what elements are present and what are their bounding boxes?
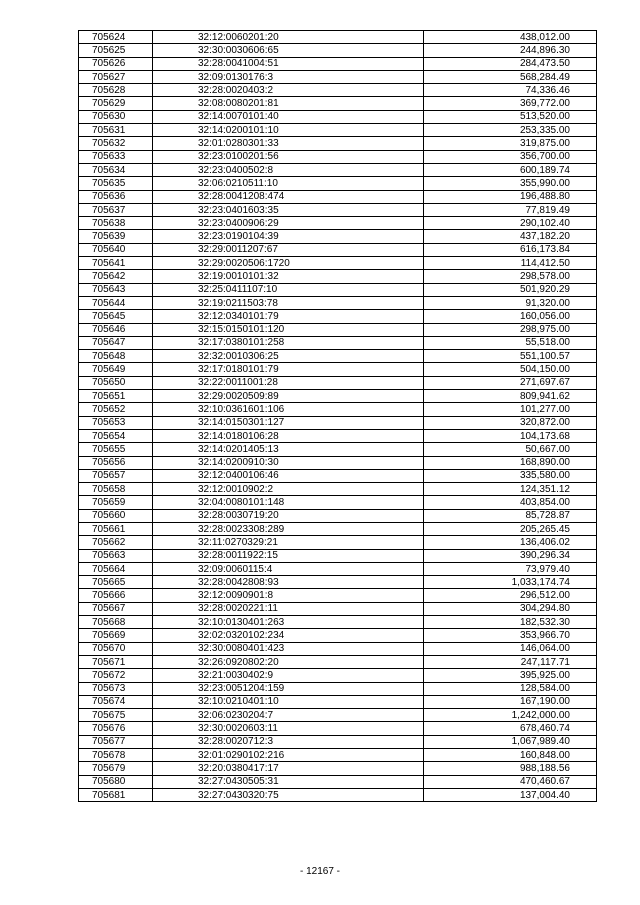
record-id-cell: 705668 (79, 616, 153, 629)
record-id-cell: 705666 (79, 589, 153, 602)
table-row (79, 363, 597, 376)
cadastral-number-cell: 32:12:0090901:8 (153, 589, 424, 602)
table-row (79, 509, 597, 522)
amount-cell: 55,518.00 (424, 336, 597, 349)
table-row (79, 124, 597, 137)
amount-cell: 390,296.34 (424, 549, 597, 562)
record-id-cell: 705643 (79, 283, 153, 296)
table-row (79, 177, 597, 190)
table-row (79, 44, 597, 57)
table-row (79, 376, 597, 389)
amount-cell: 551,100.57 (424, 350, 597, 363)
table-row (79, 57, 597, 70)
cadastral-number-cell: 32:22:0011001:28 (153, 376, 424, 389)
record-id-cell: 705671 (79, 655, 153, 668)
record-id-cell: 705644 (79, 296, 153, 309)
record-id-cell: 705659 (79, 496, 153, 509)
record-id-cell: 705642 (79, 270, 153, 283)
table-row (79, 70, 597, 83)
cadastral-number-cell: 32:01:0290102:216 (153, 749, 424, 762)
record-id-cell: 705660 (79, 509, 153, 522)
record-id-cell: 705648 (79, 350, 153, 363)
table-row (79, 163, 597, 176)
table-row (79, 682, 597, 695)
cadastral-number-cell: 32:27:0430320:75 (153, 788, 424, 801)
table-row (79, 110, 597, 123)
cadastral-number-cell: 32:30:0030606:65 (153, 44, 424, 57)
cadastral-number-cell: 32:23:0400906:29 (153, 217, 424, 230)
cadastral-number-cell: 32:12:0060201:20 (153, 31, 424, 44)
record-id-cell: 705661 (79, 522, 153, 535)
table-row (79, 669, 597, 682)
table-row (79, 602, 597, 615)
record-id-cell: 705652 (79, 403, 153, 416)
amount-cell: 513,520.00 (424, 110, 597, 123)
amount-cell: 298,975.00 (424, 323, 597, 336)
table-row (79, 469, 597, 482)
amount-cell: 74,336.46 (424, 84, 597, 97)
cadastral-number-cell: 32:14:0200101:10 (153, 124, 424, 137)
cadastral-number-cell: 32:28:0041208:474 (153, 190, 424, 203)
amount-cell: 319,875.00 (424, 137, 597, 150)
table-row (79, 562, 597, 575)
cadastral-number-cell: 32:23:0190104:39 (153, 230, 424, 243)
amount-cell: 253,335.00 (424, 124, 597, 137)
record-id-cell: 705665 (79, 576, 153, 589)
table-row (79, 536, 597, 549)
amount-cell: 501,920.29 (424, 283, 597, 296)
record-id-cell: 705649 (79, 363, 153, 376)
cadastral-number-cell: 32:23:0051204:159 (153, 682, 424, 695)
cadastral-number-cell: 32:26:0920802:20 (153, 655, 424, 668)
table-row (79, 203, 597, 216)
amount-cell: 369,772.00 (424, 97, 597, 110)
record-id-cell: 705636 (79, 190, 153, 203)
record-id-cell: 705677 (79, 735, 153, 748)
cadastral-number-cell: 32:10:0130401:263 (153, 616, 424, 629)
cadastral-number-cell: 32:28:0030719:20 (153, 509, 424, 522)
cadastral-number-cell: 32:17:0380101:258 (153, 336, 424, 349)
cadastral-number-cell: 32:30:0080401:423 (153, 642, 424, 655)
amount-cell: 1,033,174.74 (424, 576, 597, 589)
cadastral-number-cell: 32:28:0023308:289 (153, 522, 424, 535)
table-row (79, 310, 597, 323)
table-row (79, 350, 597, 363)
table-row (79, 137, 597, 150)
amount-cell: 568,284.49 (424, 70, 597, 83)
amount-cell: 244,896.30 (424, 44, 597, 57)
record-id-cell: 705669 (79, 629, 153, 642)
record-id-cell: 705656 (79, 456, 153, 469)
cadastral-number-cell: 32:23:0100201:56 (153, 150, 424, 163)
record-id-cell: 705639 (79, 230, 153, 243)
amount-cell: 438,012.00 (424, 31, 597, 44)
record-id-cell: 705626 (79, 57, 153, 70)
amount-cell: 470,460.67 (424, 775, 597, 788)
record-id-cell: 705627 (79, 70, 153, 83)
table-row (79, 762, 597, 775)
cadastral-number-cell: 32:20:0380417:17 (153, 762, 424, 775)
amount-cell: 146,064.00 (424, 642, 597, 655)
table-row (79, 456, 597, 469)
table-row (79, 749, 597, 762)
table-row (79, 429, 597, 442)
table-row (79, 722, 597, 735)
record-id-cell: 705673 (79, 682, 153, 695)
record-id-cell: 705672 (79, 669, 153, 682)
cadastral-number-cell: 32:10:0361601:106 (153, 403, 424, 416)
cadastral-number-cell: 32:19:0010101:32 (153, 270, 424, 283)
table-row (79, 549, 597, 562)
table-row (79, 217, 597, 230)
amount-cell: 137,004.40 (424, 788, 597, 801)
record-id-cell: 705655 (79, 443, 153, 456)
amount-cell: 356,700.00 (424, 150, 597, 163)
cadastral-number-cell: 32:11:0270329:21 (153, 536, 424, 549)
record-id-cell: 705651 (79, 390, 153, 403)
record-id-cell: 705638 (79, 217, 153, 230)
record-id-cell: 705630 (79, 110, 153, 123)
cadastral-number-cell: 32:12:0400106:46 (153, 469, 424, 482)
record-id-cell: 705640 (79, 243, 153, 256)
amount-cell: 114,412.50 (424, 257, 597, 270)
table-row (79, 735, 597, 748)
table-row (79, 775, 597, 788)
record-id-cell: 705645 (79, 310, 153, 323)
record-id-cell: 705653 (79, 416, 153, 429)
record-id-cell: 705670 (79, 642, 153, 655)
amount-cell: 205,265.45 (424, 522, 597, 535)
record-id-cell: 705629 (79, 97, 153, 110)
record-id-cell: 705679 (79, 762, 153, 775)
amount-cell: 160,056.00 (424, 310, 597, 323)
table-row (79, 336, 597, 349)
record-id-cell: 705662 (79, 536, 153, 549)
record-id-cell: 705633 (79, 150, 153, 163)
record-id-cell: 705658 (79, 483, 153, 496)
records-table (78, 30, 597, 802)
cadastral-number-cell: 32:28:0011922:15 (153, 549, 424, 562)
amount-cell: 284,473.50 (424, 57, 597, 70)
table-row (79, 97, 597, 110)
records-table-body (79, 31, 597, 802)
cadastral-number-cell: 32:28:0020712:3 (153, 735, 424, 748)
cadastral-number-cell: 32:06:0230204:7 (153, 709, 424, 722)
amount-cell: 101,277.00 (424, 403, 597, 416)
table-row (79, 257, 597, 270)
record-id-cell: 705681 (79, 788, 153, 801)
record-id-cell: 705676 (79, 722, 153, 735)
record-id-cell: 705632 (79, 137, 153, 150)
amount-cell: 600,189.74 (424, 163, 597, 176)
amount-cell: 290,102.40 (424, 217, 597, 230)
amount-cell: 91,320.00 (424, 296, 597, 309)
cadastral-number-cell: 32:14:0200910:30 (153, 456, 424, 469)
cadastral-number-cell: 32:28:0042808:93 (153, 576, 424, 589)
record-id-cell: 705667 (79, 602, 153, 615)
table-row (79, 576, 597, 589)
cadastral-number-cell: 32:12:0340101:79 (153, 310, 424, 323)
cadastral-number-cell: 32:09:0060115:4 (153, 562, 424, 575)
record-id-cell: 705635 (79, 177, 153, 190)
amount-cell: 168,890.00 (424, 456, 597, 469)
amount-cell: 73,979.40 (424, 562, 597, 575)
cadastral-number-cell: 32:32:0010306:25 (153, 350, 424, 363)
record-id-cell: 705637 (79, 203, 153, 216)
amount-cell: 355,990.00 (424, 177, 597, 190)
cadastral-number-cell: 32:28:0020403:2 (153, 84, 424, 97)
amount-cell: 298,578.00 (424, 270, 597, 283)
amount-cell: 104,173.68 (424, 429, 597, 442)
amount-cell: 247,117.71 (424, 655, 597, 668)
amount-cell: 988,188.56 (424, 762, 597, 775)
table-row (79, 483, 597, 496)
record-id-cell: 705678 (79, 749, 153, 762)
page-number: - 12167 - (299, 866, 341, 877)
table-row (79, 642, 597, 655)
table-row (79, 709, 597, 722)
table-row (79, 616, 597, 629)
table-row (79, 84, 597, 97)
cadastral-number-cell: 32:30:0020603:11 (153, 722, 424, 735)
table-row (79, 150, 597, 163)
amount-cell: 403,854.00 (424, 496, 597, 509)
table-row (79, 230, 597, 243)
record-id-cell: 705628 (79, 84, 153, 97)
record-id-cell: 705680 (79, 775, 153, 788)
amount-cell: 124,351.12 (424, 483, 597, 496)
record-id-cell: 705624 (79, 31, 153, 44)
table-row (79, 443, 597, 456)
cadastral-number-cell: 32:12:0010902:2 (153, 483, 424, 496)
table-row (79, 31, 597, 44)
table-row (79, 695, 597, 708)
amount-cell: 616,173.84 (424, 243, 597, 256)
cadastral-number-cell: 32:23:0401603:35 (153, 203, 424, 216)
table-row (79, 788, 597, 801)
table-row (79, 243, 597, 256)
table-row (79, 390, 597, 403)
table-row (79, 655, 597, 668)
cadastral-number-cell: 32:28:0041004:51 (153, 57, 424, 70)
table-row (79, 589, 597, 602)
cadastral-number-cell: 32:14:0150301:127 (153, 416, 424, 429)
cadastral-number-cell: 32:27:0430505:31 (153, 775, 424, 788)
record-id-cell: 705657 (79, 469, 153, 482)
cadastral-number-cell: 32:14:0180106:28 (153, 429, 424, 442)
cadastral-number-cell: 32:29:0020506:1720 (153, 257, 424, 270)
cadastral-number-cell: 32:25:0411107:10 (153, 283, 424, 296)
table-row (79, 296, 597, 309)
amount-cell: 1,242,000.00 (424, 709, 597, 722)
cadastral-number-cell: 32:01:0280301:33 (153, 137, 424, 150)
table-row (79, 403, 597, 416)
amount-cell: 50,667.00 (424, 443, 597, 456)
cadastral-number-cell: 32:02:0320102:234 (153, 629, 424, 642)
cadastral-number-cell: 32:15:0150101:120 (153, 323, 424, 336)
amount-cell: 353,966.70 (424, 629, 597, 642)
amount-cell: 504,150.00 (424, 363, 597, 376)
table-row (79, 522, 597, 535)
amount-cell: 128,584.00 (424, 682, 597, 695)
amount-cell: 160,848.00 (424, 749, 597, 762)
record-id-cell: 705675 (79, 709, 153, 722)
record-id-cell: 705625 (79, 44, 153, 57)
cadastral-number-cell: 32:21:0030402:9 (153, 669, 424, 682)
amount-cell: 167,190.00 (424, 695, 597, 708)
record-id-cell: 705674 (79, 695, 153, 708)
cadastral-number-cell: 32:08:0080201:81 (153, 97, 424, 110)
record-id-cell: 705634 (79, 163, 153, 176)
record-id-cell: 705654 (79, 429, 153, 442)
cadastral-number-cell: 32:17:0180101:79 (153, 363, 424, 376)
record-id-cell: 705646 (79, 323, 153, 336)
record-id-cell: 705641 (79, 257, 153, 270)
amount-cell: 85,728.87 (424, 509, 597, 522)
record-id-cell: 705650 (79, 376, 153, 389)
amount-cell: 437,182.20 (424, 230, 597, 243)
cadastral-number-cell: 32:14:0201405:13 (153, 443, 424, 456)
table-row (79, 629, 597, 642)
cadastral-number-cell: 32:23:0400502:8 (153, 163, 424, 176)
amount-cell: 335,580.00 (424, 469, 597, 482)
cadastral-number-cell: 32:06:0210511:10 (153, 177, 424, 190)
record-id-cell: 705663 (79, 549, 153, 562)
amount-cell: 196,488.80 (424, 190, 597, 203)
cadastral-number-cell: 32:14:0070101:40 (153, 110, 424, 123)
record-id-cell: 705664 (79, 562, 153, 575)
amount-cell: 320,872.00 (424, 416, 597, 429)
amount-cell: 271,697.67 (424, 376, 597, 389)
amount-cell: 136,406.02 (424, 536, 597, 549)
cadastral-number-cell: 32:10:0210401:10 (153, 695, 424, 708)
cadastral-number-cell: 32:09:0130176:3 (153, 70, 424, 83)
table-row (79, 270, 597, 283)
cadastral-number-cell: 32:04:0080101:148 (153, 496, 424, 509)
amount-cell: 395,925.00 (424, 669, 597, 682)
table-row (79, 323, 597, 336)
amount-cell: 809,941.62 (424, 390, 597, 403)
table-row (79, 496, 597, 509)
record-id-cell: 705631 (79, 124, 153, 137)
cadastral-number-cell: 32:29:0011207:67 (153, 243, 424, 256)
amount-cell: 304,294.80 (424, 602, 597, 615)
record-id-cell: 705647 (79, 336, 153, 349)
cadastral-number-cell: 32:29:0020509:89 (153, 390, 424, 403)
cadastral-number-cell: 32:19:0211503:78 (153, 296, 424, 309)
amount-cell: 678,460.74 (424, 722, 597, 735)
amount-cell: 296,512.00 (424, 589, 597, 602)
amount-cell: 182,532.30 (424, 616, 597, 629)
table-row (79, 416, 597, 429)
amount-cell: 77,819.49 (424, 203, 597, 216)
cadastral-number-cell: 32:28:0020221:11 (153, 602, 424, 615)
amount-cell: 1,067,989.40 (424, 735, 597, 748)
table-row (79, 190, 597, 203)
table-row (79, 283, 597, 296)
